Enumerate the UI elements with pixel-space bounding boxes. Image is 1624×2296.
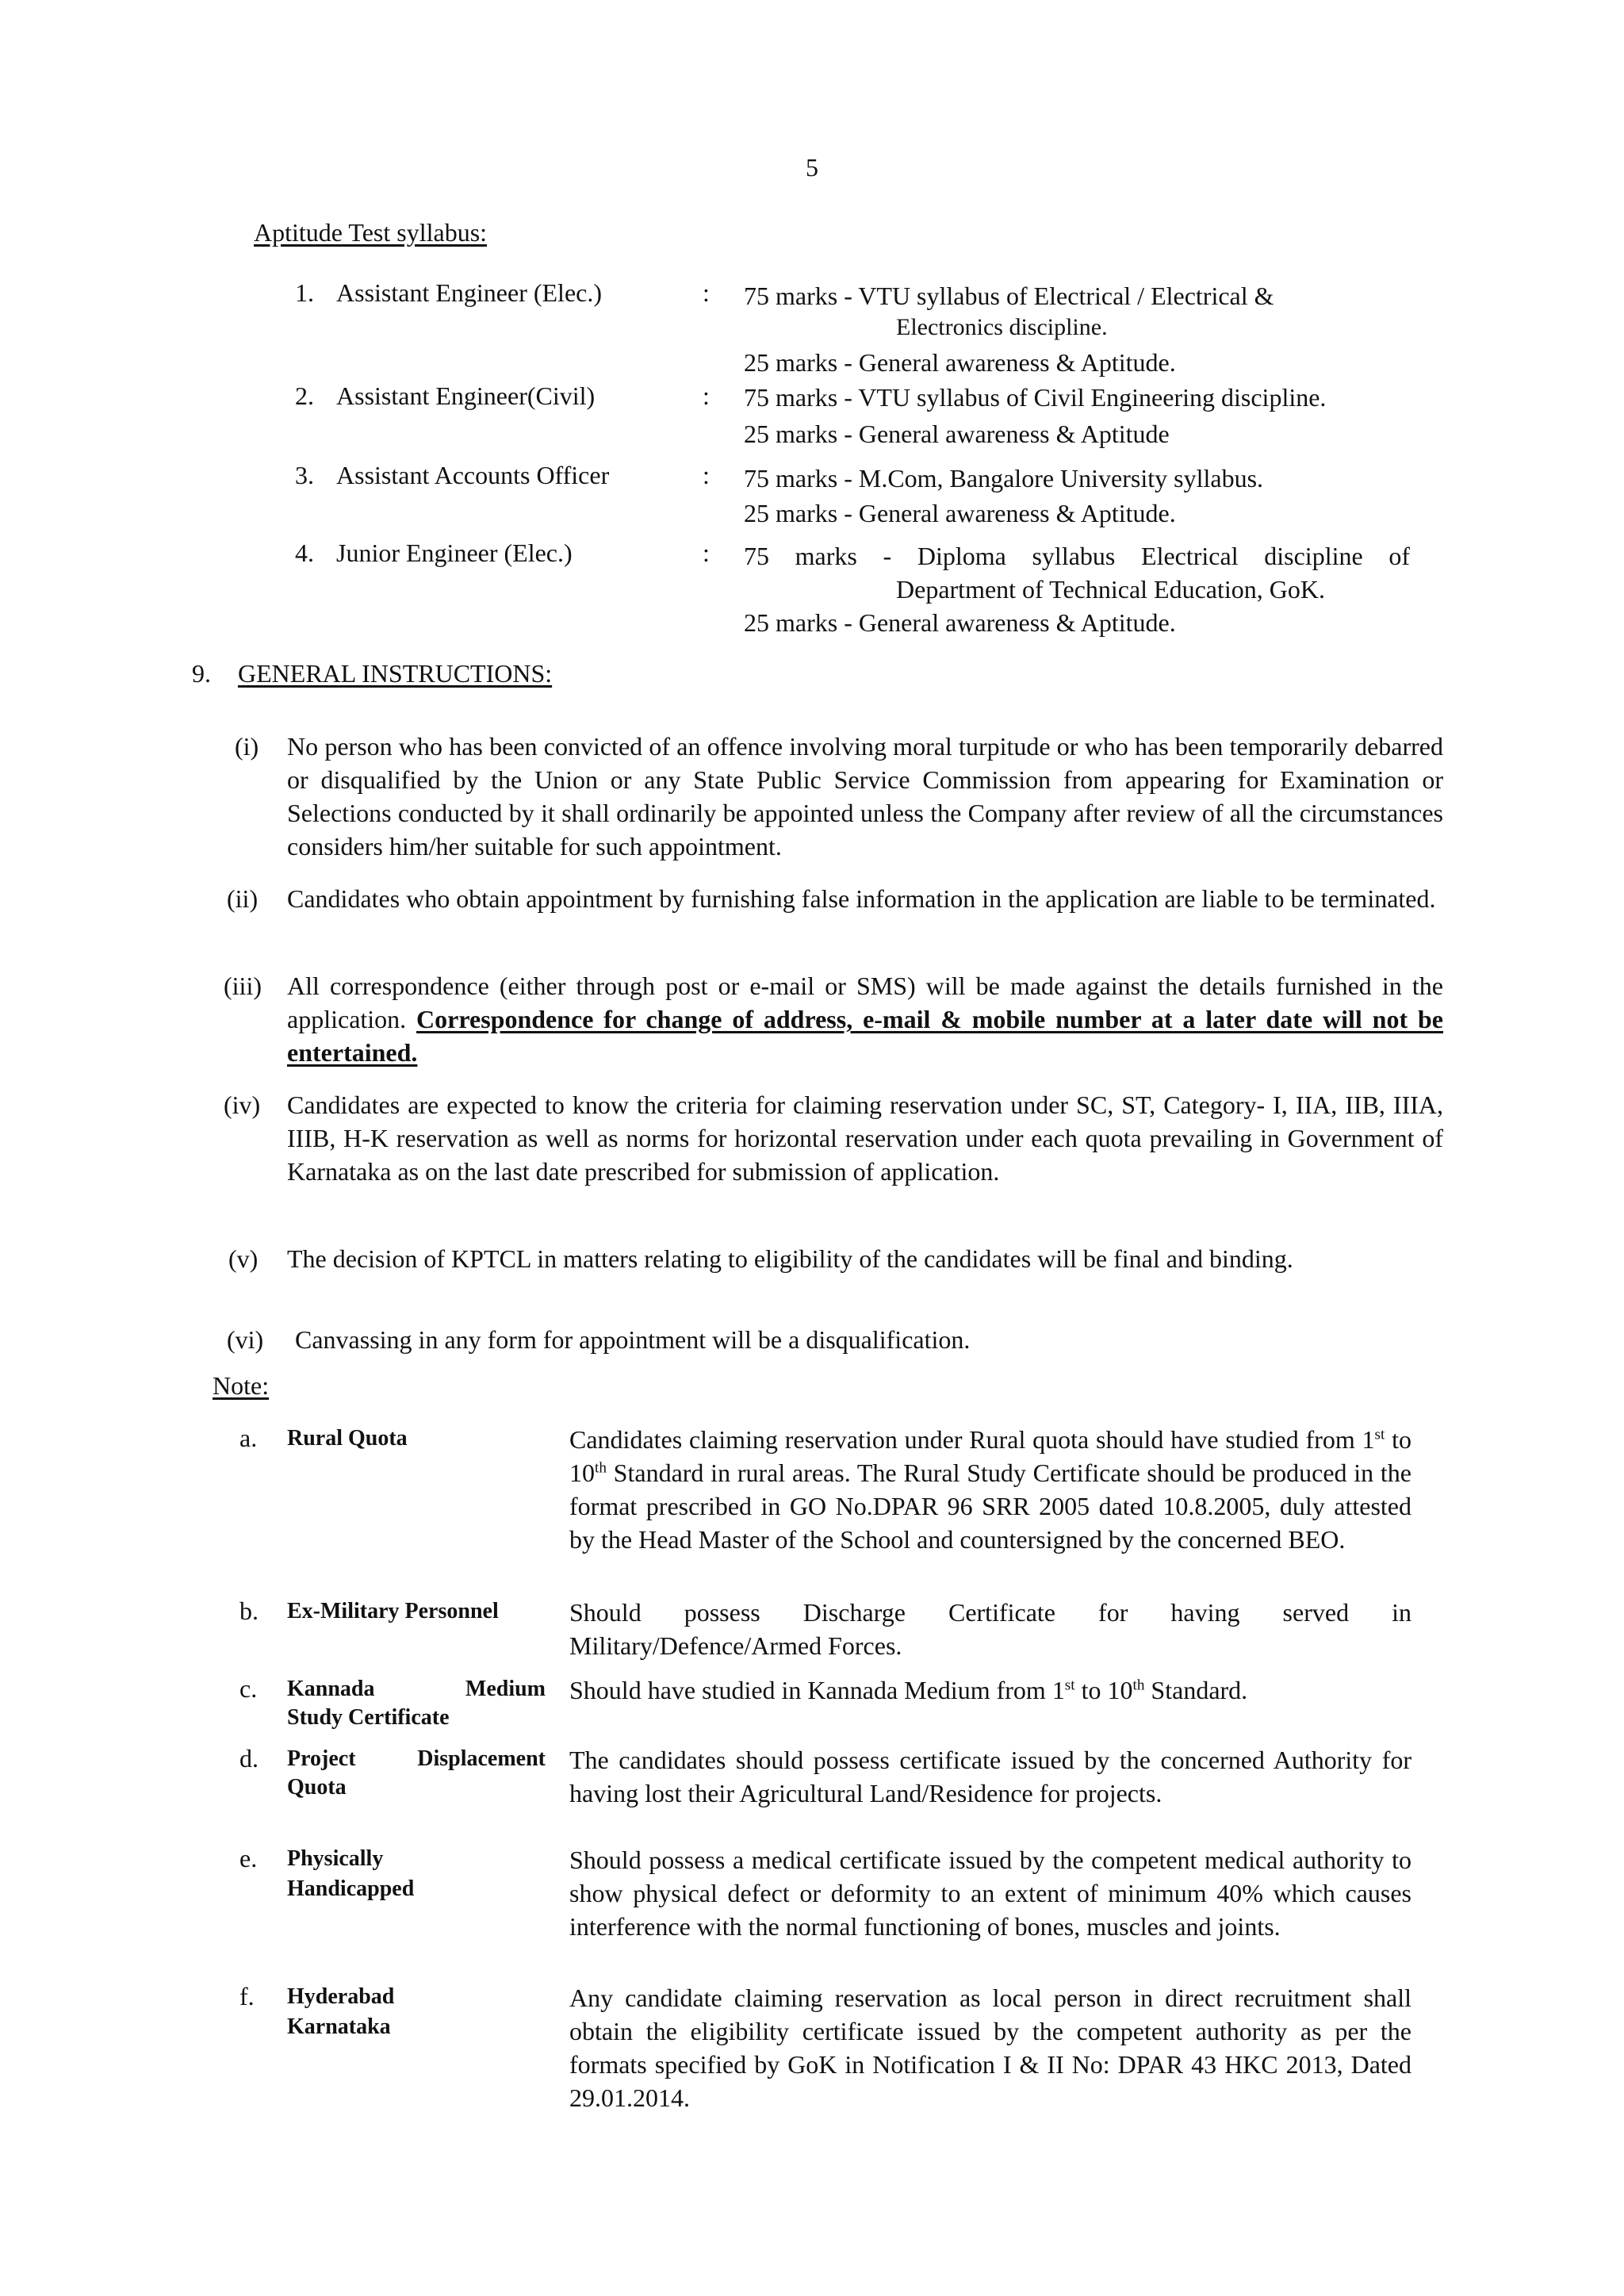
instruction-text: No person who has been convicted of an offence involving moral turpitude or who has been temporarily debarred or disqualified by the Union or any State Public Service Commission from appearing for Examination or Selections conducted by it shall ordinarily be appointed unless the Company after review of all the circumstances considers him/her suitable for such appointment. bbox=[287, 732, 1443, 861]
note-text: Should possess a medical certificate issued by the competent medical authority to show physical defect or deformity to an extent of minimum 40% which causes interference with the normal functioning of bones, muscles and joints. bbox=[569, 1846, 1411, 1941]
aptitude-item-number: 2. bbox=[295, 381, 314, 410]
aptitude-item-line: 25 marks - General awareness & Aptitude. bbox=[744, 499, 1176, 527]
note-text: The candidates should possess certificate issued by the concerned Authority for having lost their Agricultural Land/Residence for projects. bbox=[569, 1746, 1411, 1807]
note-text: Any candidate claiming reservation as local person in direct recruitment shall obtain the eligibility certificate issued by the competent authority as per the formats specified by GoK in Notification I & II No: DPAR 43 HKC 2013, Dated 29.01.2014. bbox=[569, 1984, 1411, 2112]
aptitude-item-number: 4. bbox=[295, 539, 314, 567]
instruction-number: (i) bbox=[235, 732, 259, 761]
aptitude-item-number: 1. bbox=[295, 278, 314, 307]
note-label: Quota bbox=[287, 1775, 347, 1800]
aptitude-item-line: Department of Technical Education, GoK. bbox=[896, 575, 1325, 604]
aptitude-item-post: Junior Engineer (Elec.) bbox=[336, 539, 573, 567]
instruction-text: The decision of KPTCL in matters relating to eligibility of the candidates will be final and binding. bbox=[287, 1244, 1293, 1273]
note-text bbox=[569, 1423, 1411, 1556]
aptitude-item-colon: : bbox=[703, 461, 710, 489]
instruction-emphasis: Correspondence for change of address, e-mail & mobile number at a later date will not be entertained. bbox=[287, 1005, 1444, 1067]
aptitude-item-line: 75 marks - VTU syllabus of Civil Engineering discipline. bbox=[744, 383, 1327, 412]
instruction-number: (iii) bbox=[224, 972, 262, 1000]
note-label: Ex-Military Personnel bbox=[287, 1599, 499, 1623]
aptitude-item-line: Electronics discipline. bbox=[896, 314, 1108, 340]
page-number: 5 bbox=[806, 153, 818, 182]
note-label: Hyderabad bbox=[287, 1984, 395, 2009]
note-superscript: st bbox=[1064, 1677, 1075, 1694]
note-text-part: to 10 bbox=[1074, 1676, 1133, 1704]
note-text bbox=[569, 1673, 1411, 1707]
note-label: Study Certificate bbox=[287, 1705, 450, 1730]
aptitude-item-line: 75 marks - M.Com, Bangalore University syllabus. bbox=[744, 464, 1264, 493]
aptitude-item-line: 25 marks - General awareness & Aptitude bbox=[744, 420, 1170, 448]
instruction-text: Candidates who obtain appointment by furnishing false information in the application are liable to be terminated. bbox=[287, 884, 1436, 913]
note-text-part: Should have studied in Kannada Medium from 1 bbox=[569, 1676, 1065, 1704]
note-text: Should possess Discharge Certificate for having served in Military/Defence/Armed Forces. bbox=[569, 1598, 1411, 1660]
note-letter: d. bbox=[239, 1744, 259, 1773]
instruction-number: (iv) bbox=[224, 1091, 261, 1119]
instruction-text: Candidates are expected to know the criteria for claiming reservation under SC, ST, Category- I, IIA, IIB, IIIA, IIIB, H-K reservation as well as norms for horizontal reservation under each quota prevailing in Government of Karnataka as on the last date prescribed for submission of application. bbox=[287, 1091, 1443, 1186]
note-label: Handicapped bbox=[287, 1876, 415, 1901]
instruction-text bbox=[287, 969, 1443, 1069]
general-instructions-heading: GENERAL INSTRUCTIONS: bbox=[238, 659, 553, 688]
instruction-number: (v) bbox=[228, 1244, 259, 1273]
aptitude-item-line: 75 marks - VTU syllabus of Electrical / Electrical & bbox=[744, 282, 1274, 310]
note-text-part: Candidates claiming reservation under Rural quota should have studied from 1 bbox=[569, 1425, 1375, 1454]
note-label: Rural Quota bbox=[287, 1426, 408, 1451]
note-label: Kannada Medium bbox=[287, 1677, 546, 1701]
instruction-text-plain: All correspondence (either through post or e-mail or SMS) will be made against the details furnished in the application. bbox=[287, 972, 1443, 1033]
note-letter: b. bbox=[239, 1596, 259, 1625]
note-heading: Note: bbox=[213, 1371, 270, 1400]
aptitude-item-colon: : bbox=[703, 381, 710, 410]
instruction-text: Canvassing in any form for appointment will be a disqualification. bbox=[295, 1325, 971, 1354]
aptitude-item-line: 25 marks - General awareness & Aptitude. bbox=[744, 348, 1176, 377]
instruction-number: (ii) bbox=[227, 884, 259, 913]
aptitude-item-number: 3. bbox=[295, 461, 314, 489]
note-text-part: Standard in rural areas. The Rural Study Certificate should be produced in the format prescribed in GO No.DPAR 96 SRR 2005 dated 10.8.2005, duly attested by the Head Master of the School and countersigned by the concerned BEO. bbox=[569, 1458, 1411, 1554]
note-label: Karnataka bbox=[287, 2014, 391, 2039]
instruction-number: (vi) bbox=[227, 1325, 264, 1354]
aptitude-item-line: 25 marks - General awareness & Aptitude. bbox=[744, 608, 1176, 637]
note-label: Physically bbox=[287, 1846, 384, 1871]
aptitude-item-line: 75 marks - Diploma syllabus Electrical discipline of bbox=[744, 542, 1410, 570]
aptitude-heading: Aptitude Test syllabus: bbox=[254, 218, 488, 247]
note-label: Project Displacement bbox=[287, 1746, 546, 1771]
note-letter: a. bbox=[239, 1424, 258, 1452]
note-superscript: th bbox=[595, 1459, 607, 1477]
note-text-part: to 10 bbox=[569, 1425, 1412, 1487]
note-letter: e. bbox=[239, 1844, 258, 1872]
note-superscript: st bbox=[1374, 1426, 1385, 1443]
note-letter: f. bbox=[239, 1982, 255, 2010]
section-number: 9. bbox=[192, 659, 211, 688]
aptitude-item-post: Assistant Engineer(Civil) bbox=[336, 381, 596, 410]
note-text-part: Standard. bbox=[1144, 1676, 1248, 1704]
aptitude-item-colon: : bbox=[703, 278, 710, 307]
note-superscript: th bbox=[1132, 1677, 1145, 1694]
note-letter: c. bbox=[239, 1674, 258, 1703]
aptitude-item-colon: : bbox=[703, 539, 710, 567]
aptitude-item-post: Assistant Engineer (Elec.) bbox=[336, 278, 602, 307]
aptitude-item-post: Assistant Accounts Officer bbox=[336, 461, 610, 489]
